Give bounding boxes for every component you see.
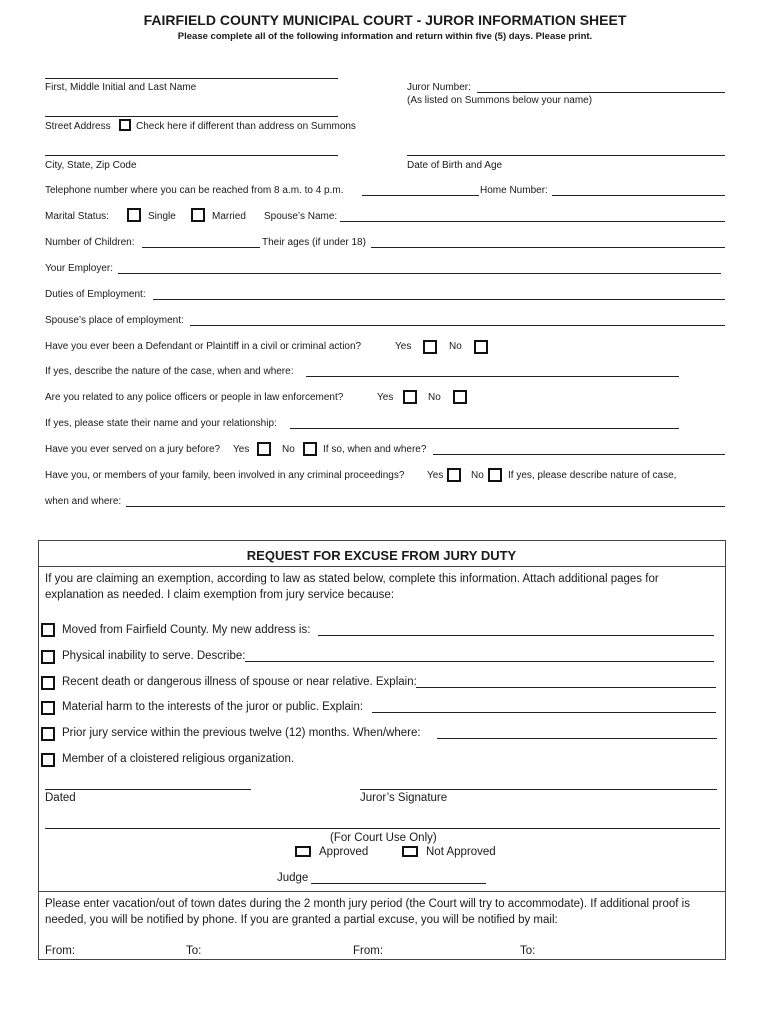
court-use-label: (For Court Use Only): [330, 832, 437, 844]
city-line[interactable]: [45, 155, 338, 156]
vacation-line-1: Please enter vacation/out of town dates during the 2 month jury period (the Court will try to accommodate). If additional proof is: [45, 898, 690, 910]
single-checkbox[interactable]: [127, 208, 141, 222]
dated-line[interactable]: [45, 789, 251, 790]
jury-question: Have you ever served on a jury before?: [45, 444, 221, 455]
juror-number-line[interactable]: [477, 92, 725, 93]
reason-illness-checkbox[interactable]: [41, 676, 55, 690]
vacation-from-label-2: From:: [353, 945, 384, 957]
children-line[interactable]: [142, 247, 260, 248]
jury-yes-checkbox[interactable]: [257, 442, 271, 456]
jury-when-line[interactable]: [433, 454, 725, 455]
street-line[interactable]: [45, 116, 338, 117]
criminal-yes-label: Yes: [427, 470, 444, 481]
vacation-divider: [38, 891, 725, 892]
reason-religious-label: Member of a cloistered religious organization.: [62, 753, 295, 765]
police-no-checkbox[interactable]: [453, 390, 467, 404]
home-number-label: Home Number:: [480, 185, 548, 196]
court-use-divider: [45, 828, 720, 829]
spouse-employment-label: Spouse’s place of employment:: [45, 315, 184, 326]
home-number-line[interactable]: [552, 195, 725, 196]
employer-label: Your Employer:: [45, 263, 113, 274]
excuse-intro-line-1: If you are claiming an exemption, according to law as stated below, complete this information. Attach additional pages for: [45, 573, 659, 585]
spouse-employment-line[interactable]: [190, 325, 725, 326]
duties-line[interactable]: [153, 299, 725, 300]
reason-illness-label: Recent death or dangerous illness of spouse or near relative. Explain:: [62, 676, 417, 688]
police-yes-checkbox[interactable]: [403, 390, 417, 404]
civil-no-checkbox[interactable]: [474, 340, 488, 354]
excuse-intro-line-2: explanation as needed. I claim exemption from jury service because:: [45, 589, 395, 601]
page-title: FAIRFIELD COUNTY MUNICIPAL COURT - JUROR INFORMATION SHEET: [143, 12, 627, 28]
not-approved-label: Not Approved: [426, 846, 496, 858]
street-label: Street Address: [45, 121, 111, 132]
judge-line[interactable]: [311, 883, 486, 884]
criminal-when-label: when and where:: [45, 496, 122, 507]
police-yes-label: Yes: [377, 392, 394, 403]
police-no-label: No: [428, 392, 441, 403]
children-label: Number of Children:: [45, 237, 135, 248]
signature-line[interactable]: [360, 789, 717, 790]
address-different-checkbox[interactable]: [119, 119, 131, 131]
civil-yes-checkbox[interactable]: [423, 340, 437, 354]
criminal-question: Have you, or members of your family, been involved in any criminal proceedings?: [45, 470, 405, 481]
juror-number-note: (As listed on Summons below your name): [407, 95, 593, 106]
reason-prior-service-checkbox[interactable]: [41, 727, 55, 741]
excuse-title-divider: [38, 566, 725, 567]
reason-physical-label: Physical inability to serve. Describe:: [62, 650, 246, 662]
civil-no-label: No: [449, 341, 462, 352]
civil-question: Have you ever been a Defendant or Plaintiff in a civil or criminal action?: [45, 341, 362, 352]
judge-label: Judge: [277, 872, 309, 884]
employer-line[interactable]: [118, 273, 721, 274]
reason-harm-label: Material harm to the interests of the juror or public. Explain:: [62, 701, 364, 713]
duties-label: Duties of Employment:: [45, 289, 146, 300]
police-describe-line[interactable]: [290, 428, 679, 429]
vacation-to-label-1: To:: [186, 945, 202, 957]
reason-moved-line[interactable]: [318, 635, 714, 636]
reason-harm-line[interactable]: [372, 712, 716, 713]
criminal-no-checkbox[interactable]: [488, 468, 502, 482]
phone-line[interactable]: [362, 195, 479, 196]
reason-illness-line[interactable]: [416, 687, 716, 688]
jury-yes-label: Yes: [233, 444, 250, 455]
dob-label: Date of Birth and Age: [407, 160, 503, 171]
vacation-line-2: needed, you will be notified by phone. If you are granted a partial excuse, you will be notified by mail:: [45, 914, 558, 926]
reason-religious-checkbox[interactable]: [41, 753, 55, 767]
criminal-describe-label: If yes, please describe nature of case,: [508, 470, 677, 481]
single-label: Single: [148, 211, 176, 222]
civil-describe-label: If yes, describe the nature of the case, when and where:: [45, 366, 294, 377]
police-describe-label: If yes, please state their name and your relationship:: [45, 418, 277, 429]
reason-physical-line[interactable]: [245, 661, 714, 662]
police-question: Are you related to any police officers or people in law enforcement?: [45, 392, 344, 403]
jury-no-label: No: [282, 444, 295, 455]
reason-physical-checkbox[interactable]: [41, 650, 55, 664]
criminal-no-label: No: [471, 470, 484, 481]
civil-yes-label: Yes: [395, 341, 412, 352]
spouse-name-line[interactable]: [340, 221, 725, 222]
reason-harm-checkbox[interactable]: [41, 701, 55, 715]
married-checkbox[interactable]: [191, 208, 205, 222]
juror-number-label: Juror Number:: [407, 82, 471, 93]
ages-label: Their ages (if under 18): [262, 237, 366, 248]
ages-line[interactable]: [371, 247, 725, 248]
vacation-to-label-2: To:: [520, 945, 536, 957]
approved-label: Approved: [319, 846, 369, 858]
criminal-when-line[interactable]: [126, 506, 725, 507]
reason-moved-checkbox[interactable]: [41, 623, 55, 637]
spouse-name-label: Spouse’s Name:: [264, 211, 338, 222]
phone-label: Telephone number where you can be reached from 8 a.m. to 4 p.m.: [45, 185, 344, 196]
jury-when-label: If so, when and where?: [323, 444, 427, 455]
dob-line[interactable]: [407, 155, 725, 156]
name-label: First, Middle Initial and Last Name: [45, 82, 197, 93]
name-line[interactable]: [45, 78, 338, 79]
page-subtitle: Please complete all of the following information and return within five (5) days. Please print.: [177, 31, 593, 42]
vacation-from-label-1: From:: [45, 945, 76, 957]
approved-checkbox[interactable]: [295, 846, 311, 857]
city-label: City, State, Zip Code: [45, 160, 137, 171]
reason-prior-service-label: Prior jury service within the previous twelve (12) months. When/where:: [62, 727, 421, 739]
dated-label: Dated: [45, 792, 76, 804]
signature-label: Juror’s Signature: [360, 792, 448, 804]
not-approved-checkbox[interactable]: [402, 846, 418, 857]
married-label: Married: [212, 211, 246, 222]
jury-no-checkbox[interactable]: [303, 442, 317, 456]
marital-label: Marital Status:: [45, 211, 109, 222]
reason-moved-label: Moved from Fairfield County. My new address is:: [62, 624, 311, 636]
address-different-label: Check here if different than address on Summons: [136, 121, 356, 132]
civil-describe-line[interactable]: [306, 376, 679, 377]
reason-prior-service-line[interactable]: [437, 738, 717, 739]
criminal-yes-checkbox[interactable]: [447, 468, 461, 482]
excuse-title: REQUEST FOR EXCUSE FROM JURY DUTY: [246, 548, 517, 563]
